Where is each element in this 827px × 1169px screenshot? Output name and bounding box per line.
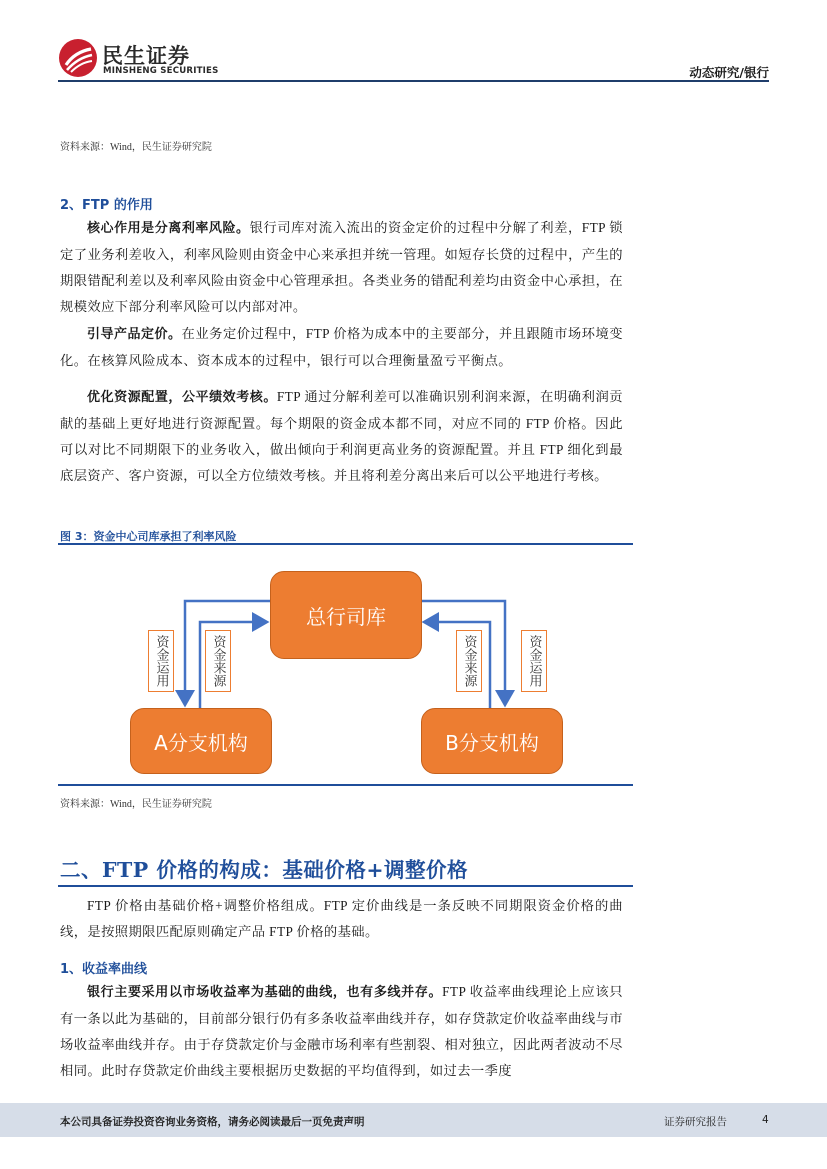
label-funds-source-left: 资金来源 [205,630,231,692]
hq-treasury-box: 总行司库 [270,571,422,659]
chapter-heading-rule [58,885,633,887]
paragraph-lead: 银行主要采用以市场收益率为基础的曲线，也有多线并存。 [87,985,443,1000]
report-type: 动态研究/银行 [689,65,769,80]
footer-disclaimer: 本公司具备证券投资咨询业务资格，请务必阅读最后一页免责声明 [60,1116,365,1128]
label-funds-use-left: 资金运用 [148,630,174,692]
figure-title: 图 3：资金中心司库承担了利率风险 [60,530,237,543]
paragraph-lead: 引导产品定价。 [87,327,182,342]
paragraph-ftp-composition: FTP 价格由基础价格+调整价格组成。FTP 定价曲线是一条反映不同期限资金价格的曲线，是按照期限匹配原则确定产品 FTP 价格的基础。 [60,898,623,939]
paragraph-lead: 优化资源配置，公平绩效考核。 [87,390,277,405]
branch-a-box: A分支机构 [130,708,272,774]
paragraph-body: 银行司库对流入流出的资金定价的过程中分解了利差，FTP 锁定了业务利差收入，利率风险则由资金中心来承担并统一管理。如短存长贷的过程中，产生的期限错配利差以及利率风险由资金中心管理承担。各类业务的错配利差均由资金中心承担，在规模效应下部分利率风险可以内部对冲。 [60,220,623,314]
section-heading-ftp-role: 2、FTP 的作用 [60,198,153,213]
paragraph-body: FTP 通过分解利差可以准确识别利润来源，在明确利润贡献的基础上更好地进行资源配置。每个期限的资金成本都不同，对应不同的 FTP 价格。因此可以对比不同期限下的业务收入，做出倾向于利润更高业务的资源配置。并且 FTP 细化到最底层资产、客户资源，可以全方位绩效考核。并且将利差分离出来后可以公平地进行考核。 [60,389,624,483]
footer-report-label: 证券研究报告 [664,1116,727,1128]
figure-source-note: 资料来源：Wind，民生证券研究院 [60,799,212,810]
logo-english-name: MINSHENG SECURITIES [103,66,219,76]
paragraph-lead: 核心作用是分离利率风险。 [87,221,250,236]
source-note-top: 资料来源：Wind，民生证券研究院 [60,142,212,153]
paragraph-yield-curve [60,979,623,1084]
chapter-heading-ftp-price: 二、FTP 价格的构成：基础价格+调整价格 [60,858,469,882]
paragraph-body: 在业务定价过程中，FTP 价格为成本中的主要部分，并且跟随市场环境变化。在核算风险成本、资本成本的过程中，银行可以合理衡量盈亏平衡点。 [60,326,623,368]
logo-chinese-name: 民生证券 [102,44,190,68]
section-heading-yield-curve: 1、收益率曲线 [60,962,148,977]
page-number: 4 [762,1114,769,1126]
paragraph-body: FTP 收益率曲线理论上应该只有一条以此为基础的，目前部分银行仍有多条收益率曲线并存，如存贷款定价收益率曲线与市场收益率曲线并存。由于存贷款定价与金融市场利率有些割裂、相对独立，因此两者波动不尽相同。此时存贷款定价曲线主要根据历史数据的平均值得到，如过去一季度 [60,984,623,1078]
label-funds-source-right: 资金来源 [456,630,482,692]
label-funds-use-right: 资金运用 [521,630,547,692]
branch-b-box: B分支机构 [421,708,563,774]
figure-bottom-rule [58,784,633,786]
